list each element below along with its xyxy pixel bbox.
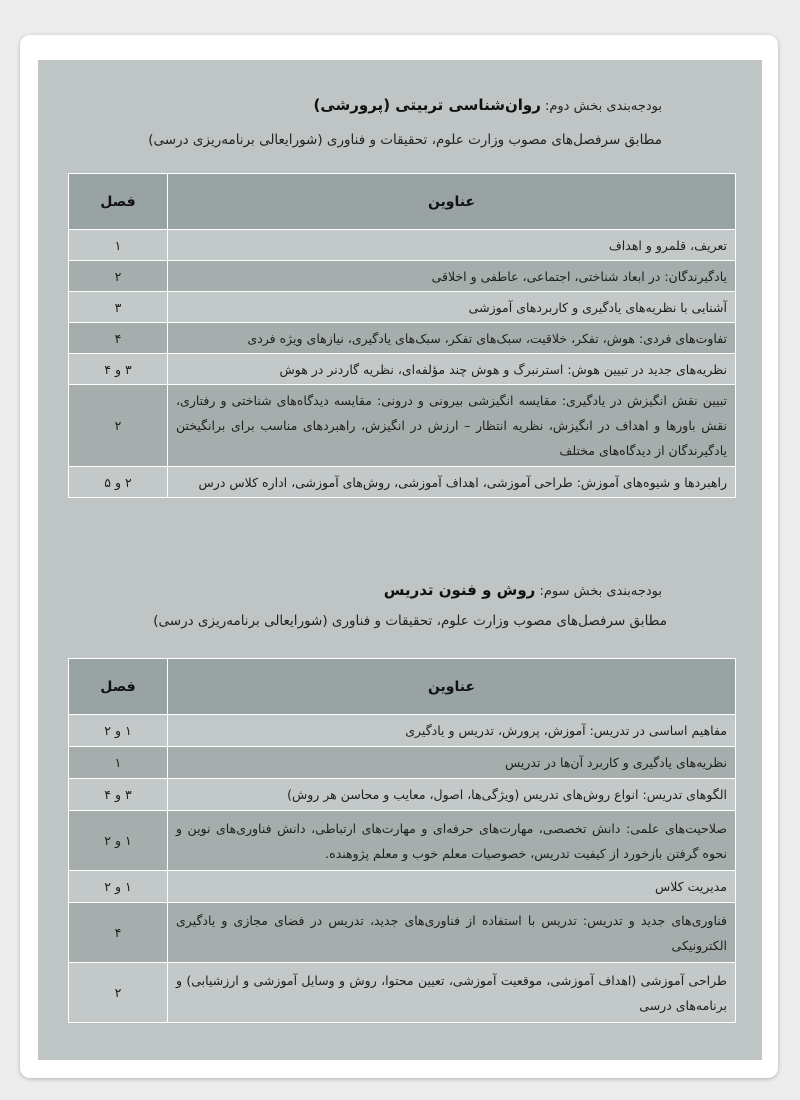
row-title: نظریه‌های جدید در تبیین هوش: استرنبرگ و هوش چند مؤلفه‌ای، نظریه گاردنر در هوش [168, 354, 736, 385]
row-chapter: ۲ و ۵ [69, 467, 168, 498]
row-title: مفاهیم اساسی در تدریس: آموزش، پرورش، تدریس و یادگیری [168, 715, 736, 747]
row-chapter: ۴ [69, 903, 168, 963]
column-header-titles: عناوین [168, 174, 736, 230]
table-row [69, 323, 736, 354]
column-header-titles: عناوین [168, 659, 736, 715]
row-chapter: ۳ و ۴ [69, 354, 168, 385]
table-row [69, 963, 736, 1023]
row-title: راهبردها و شیوه‌های آموزش: طراحی آموزشی، اهداف آموزشی، روش‌های آموزشی، اداره کلاس درس [168, 467, 736, 498]
row-title: مدیریت کلاس [168, 871, 736, 903]
table-row [69, 230, 736, 261]
row-chapter: ۲ [69, 963, 168, 1023]
table-row [69, 779, 736, 811]
syllabus-table [68, 658, 736, 1023]
row-title: یادگیرندگان: در ابعاد شناختی، اجتماعی، عاطفی و اخلاقی [168, 261, 736, 292]
section-subtitle: مطابق سرفصل‌های مصوب وزارت علوم، تحقیقات و فناوری (شورایعالی برنامه‌ریزی درسی) [148, 132, 662, 148]
row-title: تبیین نقش انگیزش در یادگیری: مقایسه انگیزشی بیرونی و درونی: مقایسه دیدگاه‌های شناختی و رفتاری، نقش باورها و اهداف در انگیزش، نظریه انتظار – ارزش در انگیزش، راهبردهای مناسب برای برانگیختن یادگیرندگان از دیدگاه‌های مختلف [168, 385, 736, 467]
row-title: فناوری‌های جدید و تدریس: تدریس با استفاده از فناوری‌های جدید، تدریس در فضای مجازی و یادگیری الکترونیکی [168, 903, 736, 963]
document-page [38, 60, 762, 1060]
row-title: الگوهای تدریس: انواع روش‌های تدریس (ویژگی‌ها، اصول، معایب و محاسن هر روش) [168, 779, 736, 811]
row-title: تفاوت‌های فردی: هوش، تفکر، خلاقیت، سبک‌های تفکر، سبک‌های یادگیری، نیازهای ویژه فردی [168, 323, 736, 354]
table-row [69, 467, 736, 498]
row-title: نظریه‌های یادگیری و کاربرد آن‌ها در تدریس [168, 747, 736, 779]
table-row [69, 871, 736, 903]
section-heading [313, 96, 662, 114]
row-chapter: ۳ و ۴ [69, 779, 168, 811]
row-title: تعریف، قلمرو و اهداف [168, 230, 736, 261]
row-title: صلاحیت‌های علمی: دانش تخصصی، مهارت‌های حرفه‌ای و مهارت‌های ارتباطی، دانش فناوری‌های نوین و نحوه گرفتن بازخورد از کیفیت تدریس، خصوصیات معلم خوب و معلم پژوهنده. [168, 811, 736, 871]
heading-prefix: بودجه‌بندی بخش سوم: [535, 584, 662, 599]
table-row [69, 385, 736, 467]
row-chapter: ۱ [69, 747, 168, 779]
table-row [69, 811, 736, 871]
syllabus-table [68, 173, 736, 498]
section-subtitle: مطابق سرفصل‌های مصوب وزارت علوم، تحقیقات و فناوری (شورایعالی برنامه‌ریزی درسی) [153, 613, 667, 629]
row-chapter: ۴ [69, 323, 168, 354]
table-row [69, 903, 736, 963]
table-row [69, 261, 736, 292]
table-header-row [69, 659, 736, 715]
row-chapter: ۱ و ۲ [69, 715, 168, 747]
table-row [69, 354, 736, 385]
row-chapter: ۱ [69, 230, 168, 261]
row-title: طراحی آموزشی (اهداف آموزشی، موقعیت آموزشی، تعیین محتوا، روش و وسایل آموزشی و ارزشیابی) و برنامه‌های درسی [168, 963, 736, 1023]
row-chapter: ۲ [69, 385, 168, 467]
table-header-row [69, 174, 736, 230]
section-title: روان‌شناسی تربیتی (پرورشی) [313, 96, 541, 114]
column-header-chapter: فصل [69, 659, 168, 715]
heading-prefix: بودجه‌بندی بخش دوم: [540, 99, 662, 114]
section-heading [384, 581, 662, 599]
row-chapter: ۲ [69, 261, 168, 292]
table-row [69, 292, 736, 323]
row-title: آشنایی با نظریه‌های یادگیری و کاربردهای آموزشی [168, 292, 736, 323]
row-chapter: ۱ و ۲ [69, 811, 168, 871]
row-chapter: ۳ [69, 292, 168, 323]
column-header-chapter: فصل [69, 174, 168, 230]
table-row [69, 715, 736, 747]
section-title: روش و فنون تدریس [383, 581, 536, 599]
row-chapter: ۱ و ۲ [69, 871, 168, 903]
table-row [69, 747, 736, 779]
